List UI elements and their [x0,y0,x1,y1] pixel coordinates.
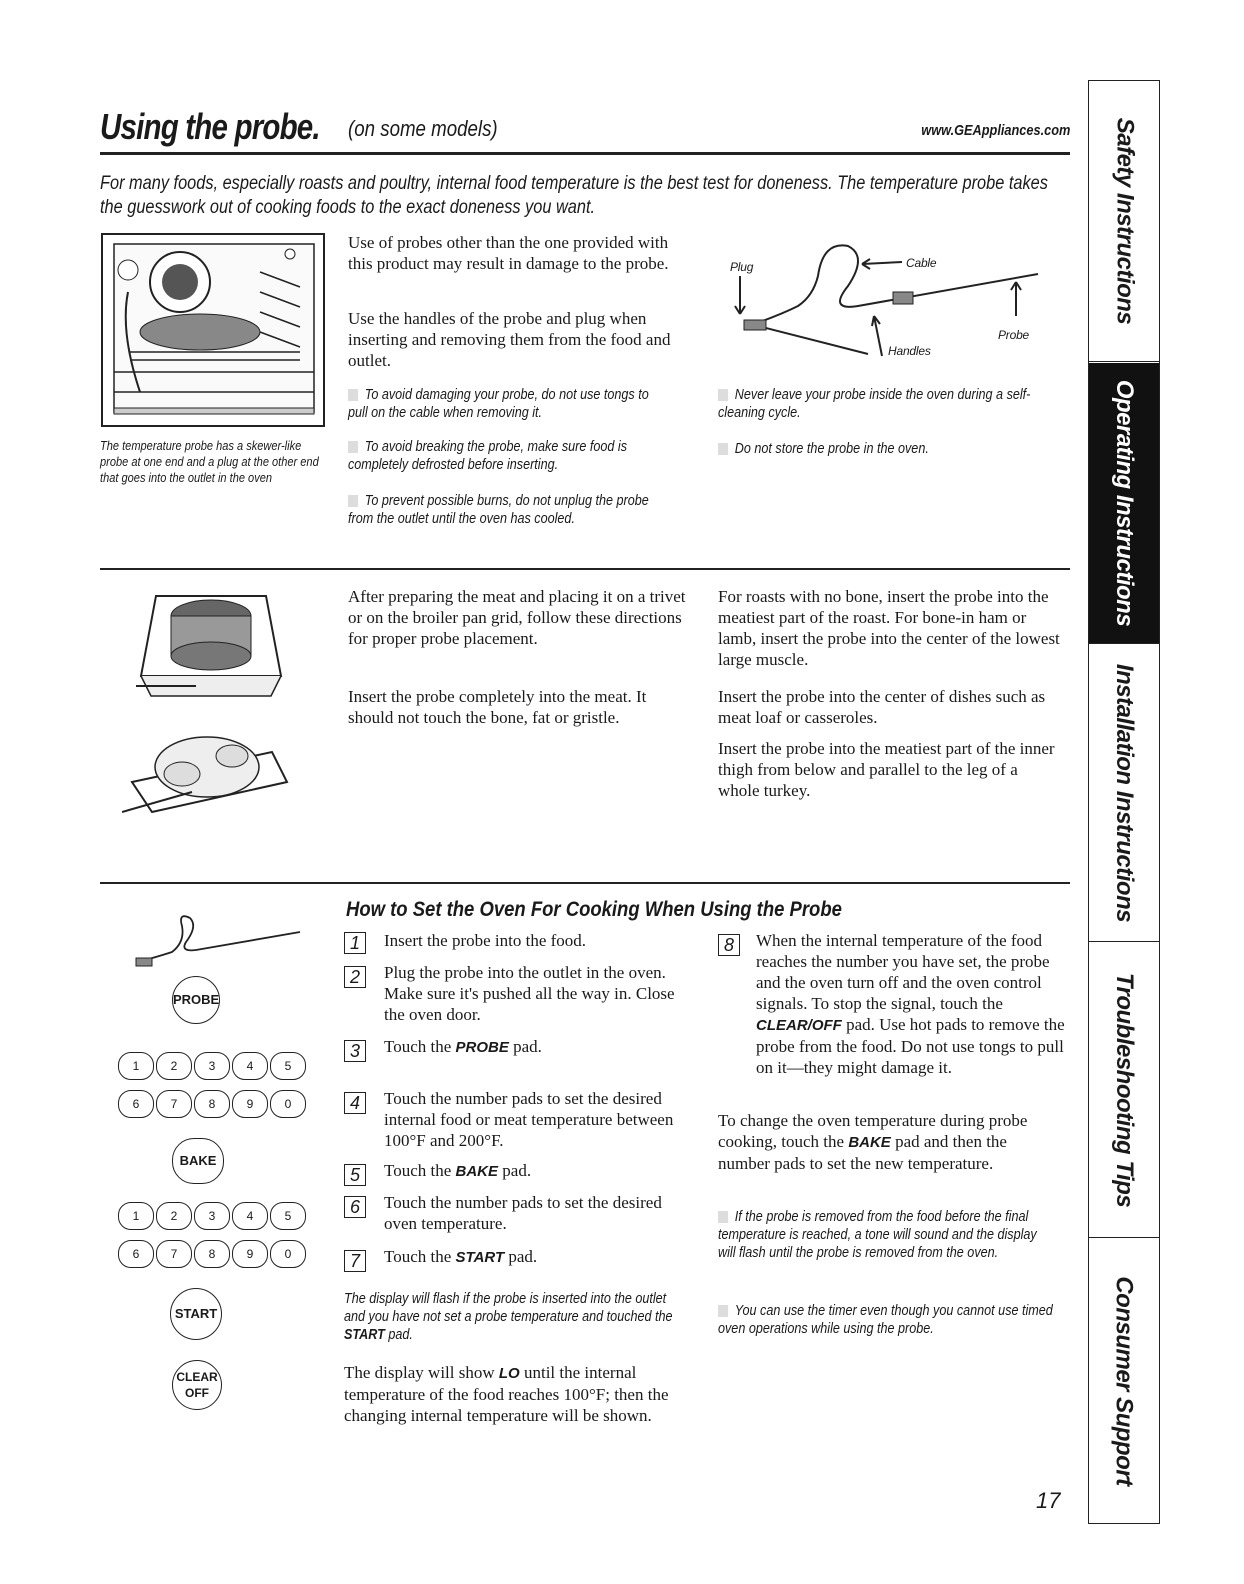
note-bullet-icon [348,441,358,453]
number-pad[interactable]: 2 [156,1202,192,1230]
steps-list [344,930,694,1330]
note-item: Never leave your probe inside the oven during a self-cleaning cycle. [718,386,1031,421]
number-pad[interactable]: 1 [118,1052,154,1080]
note-bullet-icon [348,495,358,507]
start-pad[interactable]: START [170,1288,222,1340]
number-pad[interactable]: 5 [270,1202,306,1230]
note-bullet-icon [718,1211,728,1223]
number-pad[interactable]: 5 [270,1052,306,1080]
note-item: To prevent possible burns, do not unplug the probe from the outlet until the oven has cooled. [348,492,649,527]
number-pad[interactable]: 7 [156,1090,192,1118]
number-pad[interactable]: 4 [232,1052,268,1080]
note-bullet-icon [718,443,728,455]
section-divider [100,568,1070,570]
tab-safety-instructions[interactable]: Safety Instructions [1089,81,1159,362]
note-bullet-icon [718,389,728,401]
header-rule [100,152,1070,155]
step-number: 7 [344,1250,366,1272]
probe-small-illustration [130,912,306,972]
cable-label: Cable [906,256,937,270]
page-number: 17 [1036,1488,1061,1513]
step-number: 5 [344,1164,366,1186]
clear-label: CLEAR [176,1370,218,1384]
note-item: Do not store the probe in the oven. [718,440,1046,458]
probe-diagram [718,236,1048,366]
placement-para-5: Insert the probe into the meatiest part of the inner thigh from below and parallel to the leg of a whole turkey. [718,739,1055,800]
tab-operating-instructions[interactable]: Operating Instructions [1089,363,1159,644]
step-number: 3 [344,1040,366,1062]
step-text: Touch the START pad. [384,1247,538,1266]
number-pad[interactable]: 9 [232,1090,268,1118]
handles-label: Handles [888,344,931,358]
number-pad[interactable]: 0 [270,1240,306,1268]
number-pad[interactable]: 6 [118,1240,154,1268]
probe-pad[interactable]: PROBE [172,976,220,1024]
number-pad[interactable]: 7 [156,1240,192,1268]
change-temp-text: To change the oven temperature during probe cooking, touch the BAKE pad and then the number pads to set the new temperature. [718,1111,1028,1173]
note-item: You can use the timer even though you cannot use timed oven operations while using the probe. [718,1302,1053,1337]
number-pad[interactable]: 1 [118,1202,154,1230]
turkey-illustration [122,712,292,820]
note-bullet-icon [718,1305,728,1317]
side-tab-bar [1088,80,1160,1524]
probe-warning-2: Use the handles of the probe and plug when inserting and removing them from the food and outlet. [348,309,671,370]
step-text: Insert the probe into the food. [384,931,587,950]
step-number: 6 [344,1196,366,1218]
plug-label: Plug [730,260,754,274]
placement-para-3: For roasts with no bone, insert the probe into the meatiest part of the roast. For bone-in ham or lamb, insert the probe into the center of the lowest large muscle. [718,587,1060,669]
section-divider [100,882,1070,884]
step-number: 1 [344,932,366,954]
website-url: www.GEAppliances.com [920,122,1070,139]
number-pad[interactable]: 8 [194,1090,230,1118]
off-label: OFF [185,1386,209,1400]
number-pad[interactable]: 4 [232,1202,268,1230]
probe-warning-1: Use of probes other than the one provided with this product may result in damage to the probe. [348,233,669,273]
flash-note: The display will flash if the probe is inserted into the outlet and you have not set a probe temperature and touched the START pad. [344,1290,673,1343]
placement-para-2: Insert the probe completely into the meat. It should not touch the bone, fat or gristle. [348,687,647,727]
note-bullet-icon [348,389,358,401]
step-text: Touch the PROBE pad. [384,1037,542,1056]
step-number: 8 [718,934,740,956]
step-text: Touch the number pads to set the desired oven temperature. [384,1193,662,1233]
number-pad[interactable]: 3 [194,1052,230,1080]
tab-installation-instructions[interactable]: Installation Instructions [1089,645,1159,942]
intro-text: For many foods, especially roasts and poultry, internal food temperature is the best test for doneness. The temperature probe takes the guesswork out of cooking foods to the exact doneness you want. [100,173,1048,218]
step-number: 2 [344,966,366,988]
number-pad[interactable]: 8 [194,1240,230,1268]
number-pad[interactable]: 3 [194,1202,230,1230]
note-item: If the probe is removed from the food before the final temperature is reached, a tone will sound and the display will flash until the probe is removed from the oven. [718,1208,1037,1261]
figure-caption: The temperature probe has a skewer-like probe at one end and a plug at the other end that goes into the outlet in the oven [100,438,319,485]
bake-pad[interactable]: BAKE [172,1138,224,1184]
step-text: Plug the probe into the outlet in the oven. Make sure it's pushed all the way in. Close the oven door. [384,963,675,1024]
placement-para-4: Insert the probe into the center of dishes such as meat loaf or casseroles. [718,687,1046,727]
number-pad[interactable]: 0 [270,1090,306,1118]
roast-illustration [136,586,286,704]
page-header [100,106,1080,150]
step-text: Touch the number pads to set the desired internal food or meat temperature between 100°F and 200°F. [384,1089,674,1150]
note-item: To avoid damaging your probe, do not use tongs to pull on the cable when removing it. [348,386,649,421]
number-pad[interactable]: 6 [118,1090,154,1118]
number-pad[interactable]: 9 [232,1240,268,1268]
step-text: When the internal temperature of the food reaches the number you have set, the probe and the oven turn off and the oven control signals. To stop the signal, touch the CLEAR/OFF pad. Use hot pads to remove the probe from the food. Do not use tongs to pull on it—they might damage it. [756,931,1065,1077]
note-item: To avoid breaking the probe, make sure food is completely defrosted before inserting. [348,438,627,473]
placement-para-1: After preparing the meat and placing it on a trivet or on the broiler pan grid, follow these directions for proper probe placement. [348,587,686,648]
tab-troubleshooting-tips[interactable]: Troubleshooting Tips [1089,943,1159,1238]
section-heading: How to Set the Oven For Cooking When Using the Probe [346,898,842,921]
probe-label: Probe [998,328,1030,342]
number-pad[interactable]: 2 [156,1052,192,1080]
clear-off-pad[interactable] [172,1360,222,1410]
step-text: Touch the BAKE pad. [384,1161,532,1180]
step-number: 4 [344,1092,366,1114]
page-subtitle: (on some models) [348,116,498,141]
lo-display-text: The display will show LO until the internal temperature of the food reaches 100°F; then the changing internal temperature will be shown. [344,1363,669,1425]
tab-consumer-support[interactable]: Consumer Support [1111,1276,1138,1486]
oven-illustration [100,232,326,428]
page-title: Using the probe. [100,106,320,147]
